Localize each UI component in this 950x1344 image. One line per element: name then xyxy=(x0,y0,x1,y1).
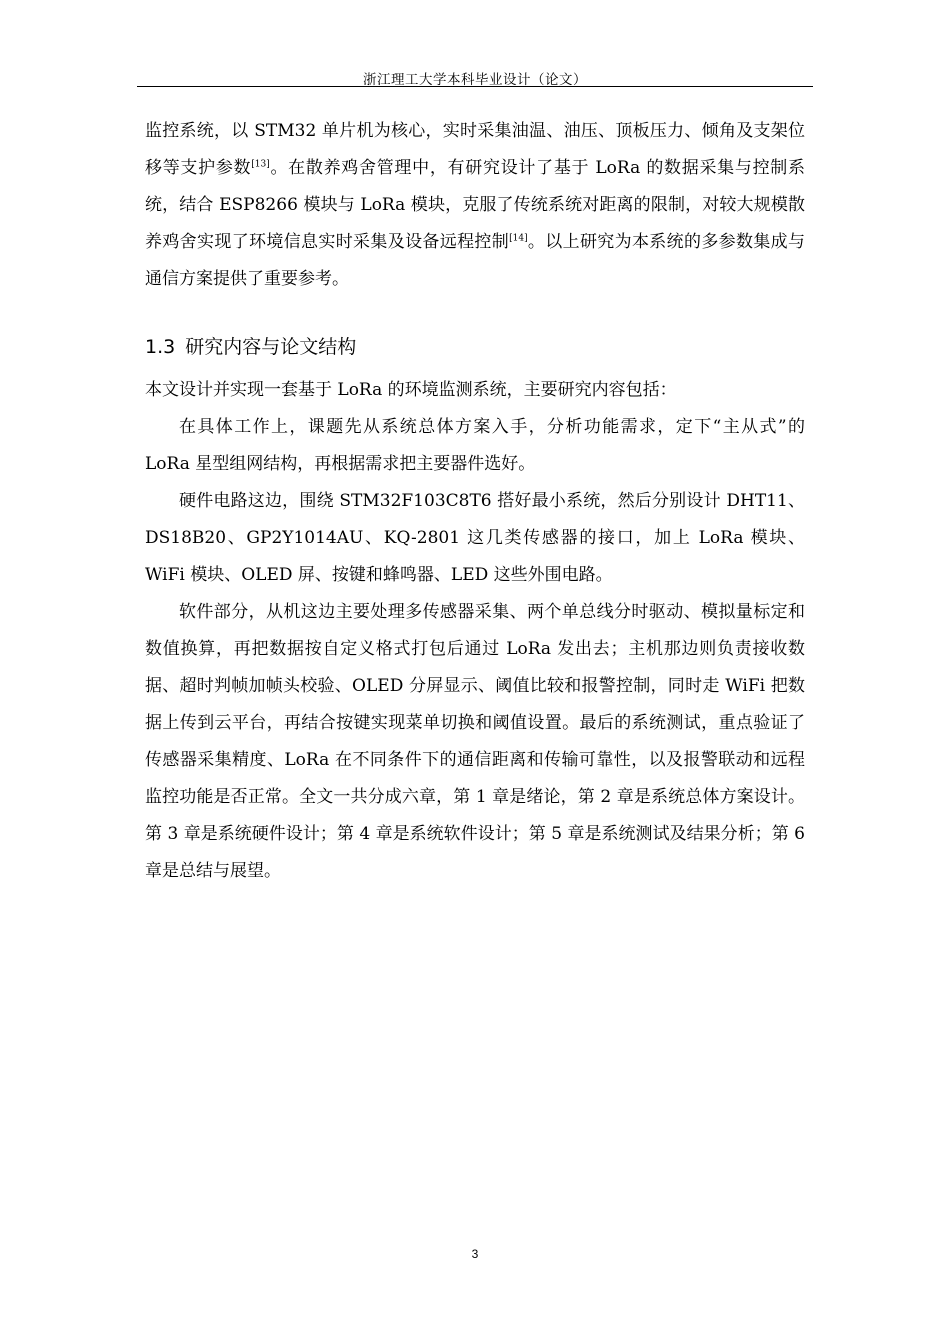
paragraph-text: 。以上研究为本系统的多参数集成与通信方案提供了重要参考。 xyxy=(145,232,806,289)
section-title: 研究内容与论文结构 xyxy=(185,336,357,358)
citation: [14] xyxy=(509,233,528,244)
paragraph-text: 。在散养鸡舍管理中，有研究设计了基于 LoRa 的数据采集与控制系统，结合 ESP8266 模块与 LoRa 模块，克服了传统系统对距离的限制，对较大规模散养鸡舍实现了环境信息实时采集及设备远程控制 xyxy=(145,158,806,252)
citation: [13] xyxy=(251,159,270,170)
paragraph-text: 监控系统，以 STM32 单片机为核心，实时采集油温、油压、顶板压力、倾角及支架位移等支护参数 xyxy=(145,121,805,178)
section-number: 1.3 xyxy=(145,336,176,358)
paragraph-intro: 本文设计并实现一套基于 LoRa 的环境监测系统，主要研究内容包括： xyxy=(145,380,677,400)
header-rule xyxy=(137,86,813,87)
body-text xyxy=(145,113,805,890)
paragraph-related-work xyxy=(145,113,805,298)
paragraph-work: 在具体工作上，课题先从系统总体方案入手，分析功能需求，定下“主从式”的 LoRa 星型组网结构，再根据需求把主要器件选好。 xyxy=(145,417,805,474)
page-number: 3 xyxy=(471,1247,479,1261)
paragraph-hardware: 硬件电路这边，围绕 STM32F103C8T6 搭好最小系统，然后分别设计 DHT11、DS18B20、GP2Y1014AU、KQ-2801 这几类传感器的接口，加上 LoRa 模块、WiFi 模块、OLED 屏、按键和蜂鸣器、LED 这些外围电路。 xyxy=(145,491,805,585)
paragraph-software: 软件部分，从机这边主要处理多传感器采集、两个单总线分时驱动、模拟量标定和数值换算，再把数据按自定义格式打包后通过 LoRa 发出去；主机那边则负责接收数据、超时判帧加帧头校验、OLED 分屏显示、阈值比较和报警控制，同时走 WiFi 把数据上传到云平台，再结合按键实现菜单切换和阈值设置。最后的系统测试，重点验证了传感器采集精度、LoRa 在不同条件下的通信距离和传输可靠性，以及报警联动和远程监控功能是否正常。全文一共分成六章，第 1 章是绪论，第 2 章是系统总体方案设计。第 3 章是系统硬件设计；第 4 章是系统软件设计；第 5 章是系统测试及结果分析；第 6 章是总结与展望。 xyxy=(145,602,805,881)
running-header: 浙江理工大学本科毕业设计（论文） xyxy=(363,72,587,88)
section-heading xyxy=(145,332,805,362)
